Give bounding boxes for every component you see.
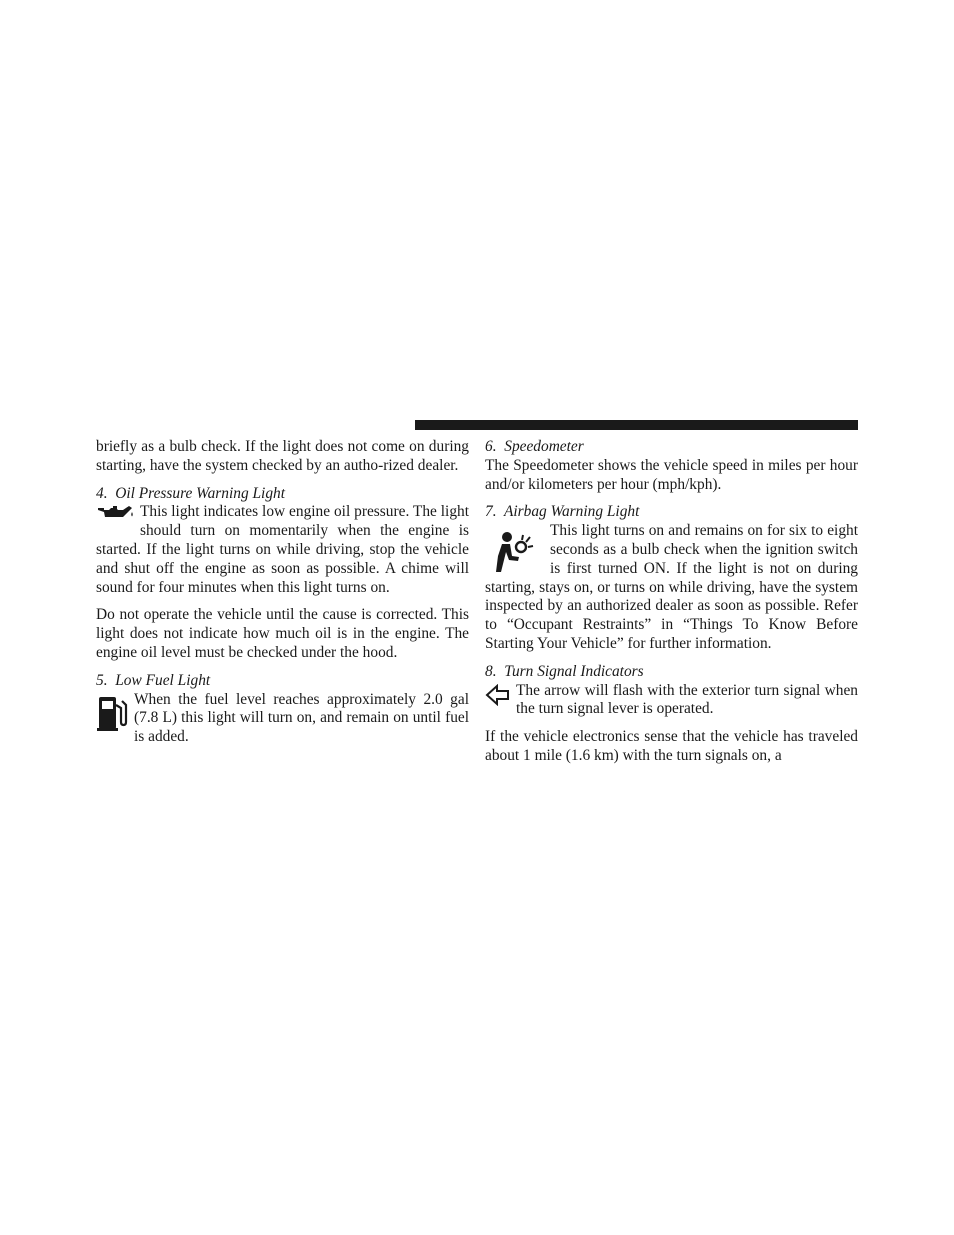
low-fuel-heading-number: 5.: [96, 671, 108, 689]
section-header-bar: [415, 420, 858, 430]
low-fuel-section: [96, 672, 469, 747]
oil-pressure-section: [96, 485, 469, 598]
airbag-heading-number: 7.: [485, 503, 497, 521]
right-column: [485, 438, 858, 775]
turn-signal-heading-number: 8.: [485, 662, 497, 680]
fuel-pump-icon: [96, 693, 129, 733]
turn-signal-heading-title: Turn Signal Indicators: [504, 662, 644, 680]
low-fuel-heading: [96, 672, 469, 691]
airbag-text: This light turns on and remains on for six to eight seconds as a bulb check when the ignition switch is first turned ON. If the light is not on during starting, stays on, or turns on while driving, have the system inspected by an authorized dealer as soon as possible. Refer to “Occupant Restraints” in “Things To Know Before Starting Your Vehicle” for further information.: [485, 522, 858, 652]
low-fuel-heading-title: Low Fuel Light: [115, 671, 211, 689]
speedometer-section: [485, 438, 858, 494]
turn-signal-continued-text: If the vehicle electronics sense that the vehicle has traveled about 1 mile (1.6 km) with the turn signals on, a: [485, 728, 858, 764]
airbag-section: [485, 503, 858, 653]
oil-pressure-text: This light indicates low engine oil pressure. The light should turn on momentarily when the engine is started. If the light turns on while driving, stop the vehicle and shut off the engine as soon as possible. A chime will sound for four minutes when this light turns on.: [96, 503, 469, 596]
speedometer-text: The Speedometer shows the vehicle speed in miles per hour and/or kilometers per hour (mph/kph).: [485, 456, 858, 493]
turn-signal-heading: [485, 663, 858, 682]
airbag-icon: [485, 526, 542, 576]
oil-pressure-note: Do not operate the vehicle until the cause is corrected. This light does not indicate how much oil is in the engine. The engine oil level must be checked under the hood.: [96, 606, 469, 661]
speedometer-heading-title: Speedometer: [504, 438, 584, 455]
intro-paragraph: briefly as a bulb check. If the light does not come on during starting, have the system checked by an autho-rized dealer.: [96, 438, 469, 474]
oil-pressure-heading-number: 4.: [96, 484, 108, 502]
turn-signal-section: [485, 663, 858, 719]
speedometer-heading: [485, 438, 858, 457]
airbag-heading-title: Airbag Warning Light: [503, 503, 640, 521]
oil-pressure-heading-title: Oil Pressure Warning Light: [115, 484, 285, 502]
left-column: [96, 438, 469, 756]
speedometer-heading-number: 6.: [485, 438, 497, 455]
turn-signal-text: The arrow will flash with the exterior turn signal when the turn signal lever is operated.: [516, 681, 858, 718]
airbag-heading: [485, 503, 858, 522]
low-fuel-text: When the fuel level reaches approximately 2.0 gal (7.8 L) this light will turn on, and remain on until fuel is added.: [134, 690, 469, 746]
oil-pressure-heading: [96, 485, 469, 504]
oil-can-icon: [96, 503, 136, 523]
turn-arrow-icon: [485, 684, 511, 706]
